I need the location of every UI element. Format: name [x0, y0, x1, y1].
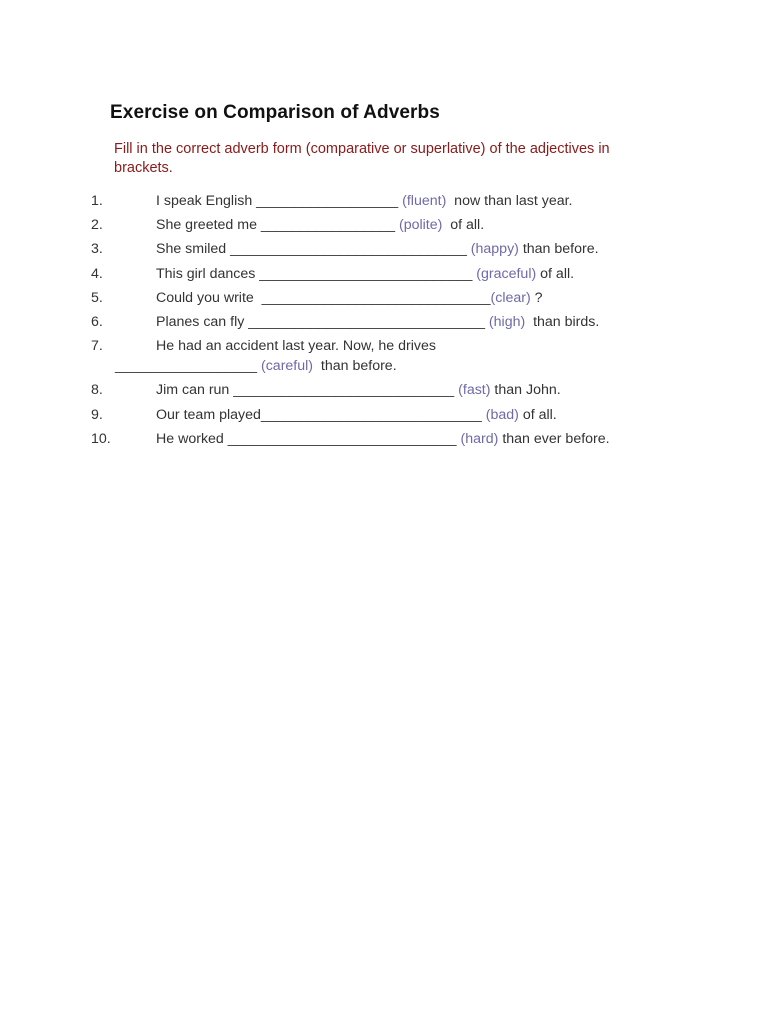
item-sentence	[156, 429, 610, 449]
sentence-end: than ever before.	[498, 431, 610, 447]
page-title: Exercise on Comparison of Adverbs	[110, 102, 440, 123]
sentence-start: He worked _____________________________	[156, 431, 461, 447]
sentence-start: Could you write _____________________________	[156, 290, 491, 306]
sentence-end: than birds.	[525, 314, 600, 330]
sentence-blank: __________________	[115, 358, 261, 374]
item-number: 10.	[91, 431, 111, 447]
bracket-hint: (high)	[488, 314, 526, 330]
sentence-start: This girl dances ___________________________	[156, 266, 477, 282]
sentence-start: Our team played____________________________	[156, 407, 486, 423]
item-sentence-continuation	[115, 356, 397, 376]
sentence-end: than John.	[490, 382, 561, 398]
item-sentence	[156, 239, 599, 259]
item-number: 1.	[91, 193, 103, 209]
item-sentence	[156, 191, 572, 211]
sentence-start: She smiled ______________________________	[156, 241, 471, 257]
sentence-start: Jim can run ____________________________	[156, 382, 459, 398]
sentence-start: I speak English __________________	[156, 193, 403, 209]
sentence-start: She greeted me _________________	[156, 217, 399, 233]
sentence-end: than before.	[518, 241, 599, 257]
item-number: 9.	[91, 407, 103, 423]
instructions-text: Fill in the correct adverb form (comparative or superlative) of the adjectives in brackets.	[114, 141, 610, 176]
sentence-end: now than last year.	[446, 193, 573, 209]
bracket-hint: (fast)	[458, 382, 491, 398]
item-number: 2.	[91, 217, 103, 233]
item-sentence	[156, 215, 484, 235]
bracket-hint: (fluent)	[402, 193, 447, 209]
item-sentence	[156, 405, 557, 425]
bracket-hint: (happy)	[470, 241, 519, 257]
sentence-end: of all.	[442, 217, 485, 233]
item-number: 8.	[91, 382, 103, 398]
bracket-hint: (bad)	[485, 407, 519, 423]
sentence-end: of all.	[536, 266, 575, 282]
bracket-hint: (polite)	[398, 217, 443, 233]
item-number: 5.	[91, 290, 103, 306]
sentence-end: than before.	[313, 358, 397, 374]
sentence-end: of all.	[518, 407, 557, 423]
bracket-hint: (careful)	[260, 358, 314, 374]
bracket-hint: (hard)	[460, 431, 499, 447]
bracket-hint: (graceful)	[476, 266, 537, 282]
item-number: 3.	[91, 241, 103, 257]
item-sentence	[156, 264, 574, 284]
item-sentence	[156, 288, 543, 308]
item-number: 6.	[91, 314, 103, 330]
item-sentence	[156, 380, 561, 400]
item-number: 7.	[91, 338, 103, 354]
sentence-start: Planes can fly ______________________________	[156, 314, 489, 330]
item-sentence	[156, 312, 599, 332]
item-number: 4.	[91, 266, 103, 282]
bracket-hint: (clear)	[490, 290, 531, 306]
item-sentence: He had an accident last year. Now, he drives	[156, 338, 436, 354]
sentence-end: ?	[530, 290, 543, 306]
